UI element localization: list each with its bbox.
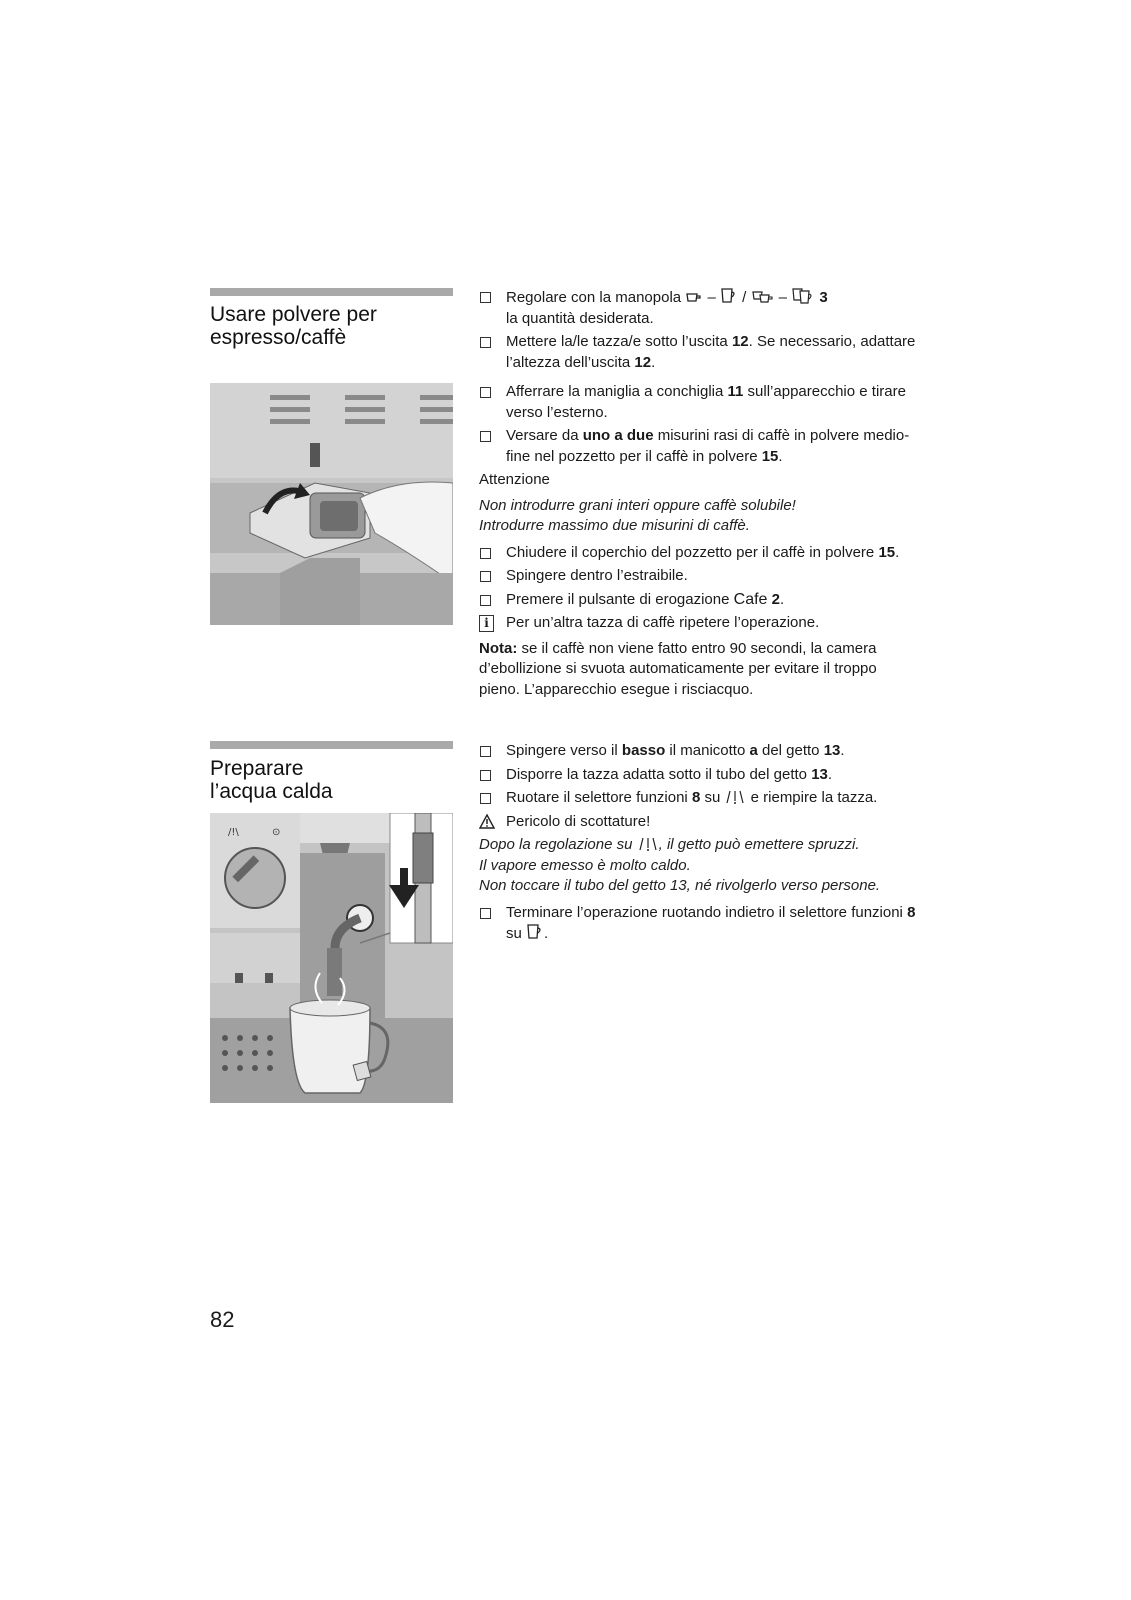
checkbox-square-icon <box>480 746 491 757</box>
step-text: misurini rasi di caffè in polvere medio-fine nel pozzetto per il caffè in polvere <box>506 427 910 465</box>
checkbox-square-icon <box>480 793 491 804</box>
section2-instructions <box>479 741 919 948</box>
step-text: Spingere dentro l’estraibile. <box>506 567 688 584</box>
cup-double-small-icon <box>751 289 775 305</box>
step-text: . <box>779 590 785 608</box>
step-text: e riempire la tazza. <box>746 789 878 806</box>
svg-text:/!\: /!\ <box>228 827 239 838</box>
illustration-powder-drawer <box>210 383 453 625</box>
checkbox-square-icon <box>480 908 491 919</box>
step-text: il manicotto <box>665 742 750 759</box>
attention-title: Attenzione <box>479 471 550 488</box>
ref-number: 8 <box>907 903 916 921</box>
step-text: . <box>827 765 833 783</box>
step-text: Versare da <box>506 427 583 444</box>
warning-line-3 <box>479 876 919 897</box>
cup-double-large-icon <box>791 287 815 305</box>
checkbox-square-icon <box>480 770 491 781</box>
checkbox-square-icon <box>480 337 491 348</box>
note-label: Nota: <box>479 639 518 657</box>
warning-line-1 <box>479 835 919 856</box>
step-press-button <box>479 590 919 611</box>
step-text: sull’apparecchio e tirare verso l’esterno. <box>506 383 906 421</box>
step-text: su <box>700 789 725 806</box>
attention-line-2: Introdurre massimo due misurini di caffè. <box>479 517 750 534</box>
ref-number: 3 <box>815 289 828 306</box>
separator: / <box>737 289 751 306</box>
info-box-icon: i <box>479 615 494 632</box>
step-place-cup <box>479 332 919 373</box>
step-place-cup-tube <box>479 765 919 786</box>
warning-text: Dopo la regolazione su <box>479 836 637 853</box>
cup-large-icon <box>720 287 738 305</box>
warning-text: , il getto può emettere spruzzi. <box>658 836 860 853</box>
ref-number: 11 <box>727 383 744 400</box>
step-text: Spingere verso il <box>506 742 622 759</box>
heading-line-2: l’acqua calda <box>210 780 333 803</box>
note-text: se il caffè non viene fatto entro 90 secondi, la camera d’ebollizione si svuota automaticamente per evitare il troppo pieno. L’apparecchio esegue i risciacquo. <box>479 639 877 698</box>
section1-instructions <box>479 287 919 703</box>
ref-number: 15 <box>761 447 779 465</box>
step-text: Mettere la/le tazza/e sotto l’uscita <box>506 333 732 350</box>
step-text: su <box>506 925 527 942</box>
hot-water-steam-icon <box>724 789 746 805</box>
button-key-label: Cafe <box>733 590 768 608</box>
ref-number: 8 <box>691 789 701 806</box>
emphasis: basso <box>621 742 666 759</box>
step-push-drawer <box>479 566 919 587</box>
illustration-hot-water <box>210 813 453 1103</box>
step-text: Premere il pulsante di erogazione <box>506 590 734 608</box>
step-text: Afferrare la maniglia a conchiglia <box>506 383 728 400</box>
step-text: del getto <box>757 742 824 759</box>
info-text: Per un’altra tazza di caffè ripetere l’operazione. <box>506 614 820 631</box>
step-text: . <box>840 742 845 759</box>
emphasis: a <box>749 742 758 759</box>
separator: – <box>703 289 720 306</box>
warning-title: Pericolo di scottature! <box>506 812 651 830</box>
step-pour-powder <box>479 426 919 467</box>
cup-small-icon <box>685 291 703 305</box>
checkbox-square-icon <box>480 292 491 303</box>
step-text: . <box>895 543 900 561</box>
heading-line-1: Preparare <box>210 757 304 780</box>
section-rule-2 <box>210 741 453 749</box>
svg-text:⊙: ⊙ <box>272 827 281 838</box>
emphasis: uno a due <box>582 427 654 444</box>
ref-number: 13 <box>811 765 828 783</box>
step-text: Regolare con la manopola <box>506 289 686 306</box>
warning-triangle-icon <box>479 814 495 829</box>
step-text: . <box>778 447 783 465</box>
warning-line-2: Il vapore emesso è molto caldo. <box>479 856 691 874</box>
section-rule-1 <box>210 288 453 296</box>
section-heading-coffee-powder <box>210 303 377 349</box>
step-close-lid <box>479 543 919 564</box>
ref-number: 13 <box>823 742 841 759</box>
checkbox-square-icon <box>480 571 491 582</box>
heading-line-1: Usare polvere per <box>210 303 377 326</box>
checkbox-square-icon <box>480 387 491 398</box>
ref-number: 2 <box>767 590 780 608</box>
checkbox-square-icon <box>480 431 491 442</box>
ref-number: 12 <box>731 333 749 350</box>
warning-text: Non toccare il tubo del getto <box>479 877 670 894</box>
info-repeat <box>479 613 919 634</box>
step-push-sleeve <box>479 741 919 762</box>
step-text: Disporre la tazza adatta sotto il tubo del getto <box>506 765 812 783</box>
step-text: . <box>544 925 549 942</box>
ref-number: 13 <box>669 877 687 894</box>
step-grab-handle <box>479 382 919 423</box>
step-text: Ruotare il selettore funzioni <box>506 789 692 806</box>
step-text: Chiudere il coperchio del pozzetto per il caffè in polvere <box>506 543 879 561</box>
cup-large-icon <box>526 923 544 941</box>
checkbox-square-icon <box>480 595 491 606</box>
step-text: . Se necessario, adattare l’altezza dell’uscita <box>506 333 916 371</box>
hot-water-steam-icon <box>637 836 659 852</box>
separator: – <box>774 289 792 306</box>
step-finish <box>479 903 919 945</box>
heading-line-2: espresso/caffè <box>210 326 347 349</box>
step-text-line2: la quantità desiderata. <box>506 309 654 327</box>
note-paragraph <box>479 639 919 701</box>
step-text: Terminare l’operazione ruotando indietro il selettore funzioni <box>506 903 908 921</box>
page-number: 82 <box>210 1307 235 1332</box>
checkbox-square-icon <box>480 548 491 559</box>
warning-scald <box>479 812 919 833</box>
step-text: . <box>651 353 656 371</box>
step-rotate-selector <box>479 788 919 809</box>
section-heading-hot-water <box>210 757 333 803</box>
step-adjust-knob <box>479 287 919 329</box>
ref-number: 15 <box>878 543 896 561</box>
attention-line-1: Non introdurre grani interi oppure caffè solubile! <box>479 496 796 514</box>
ref-number: 12 <box>634 353 652 371</box>
warning-text: , né rivolgerlo verso persone. <box>686 877 881 894</box>
